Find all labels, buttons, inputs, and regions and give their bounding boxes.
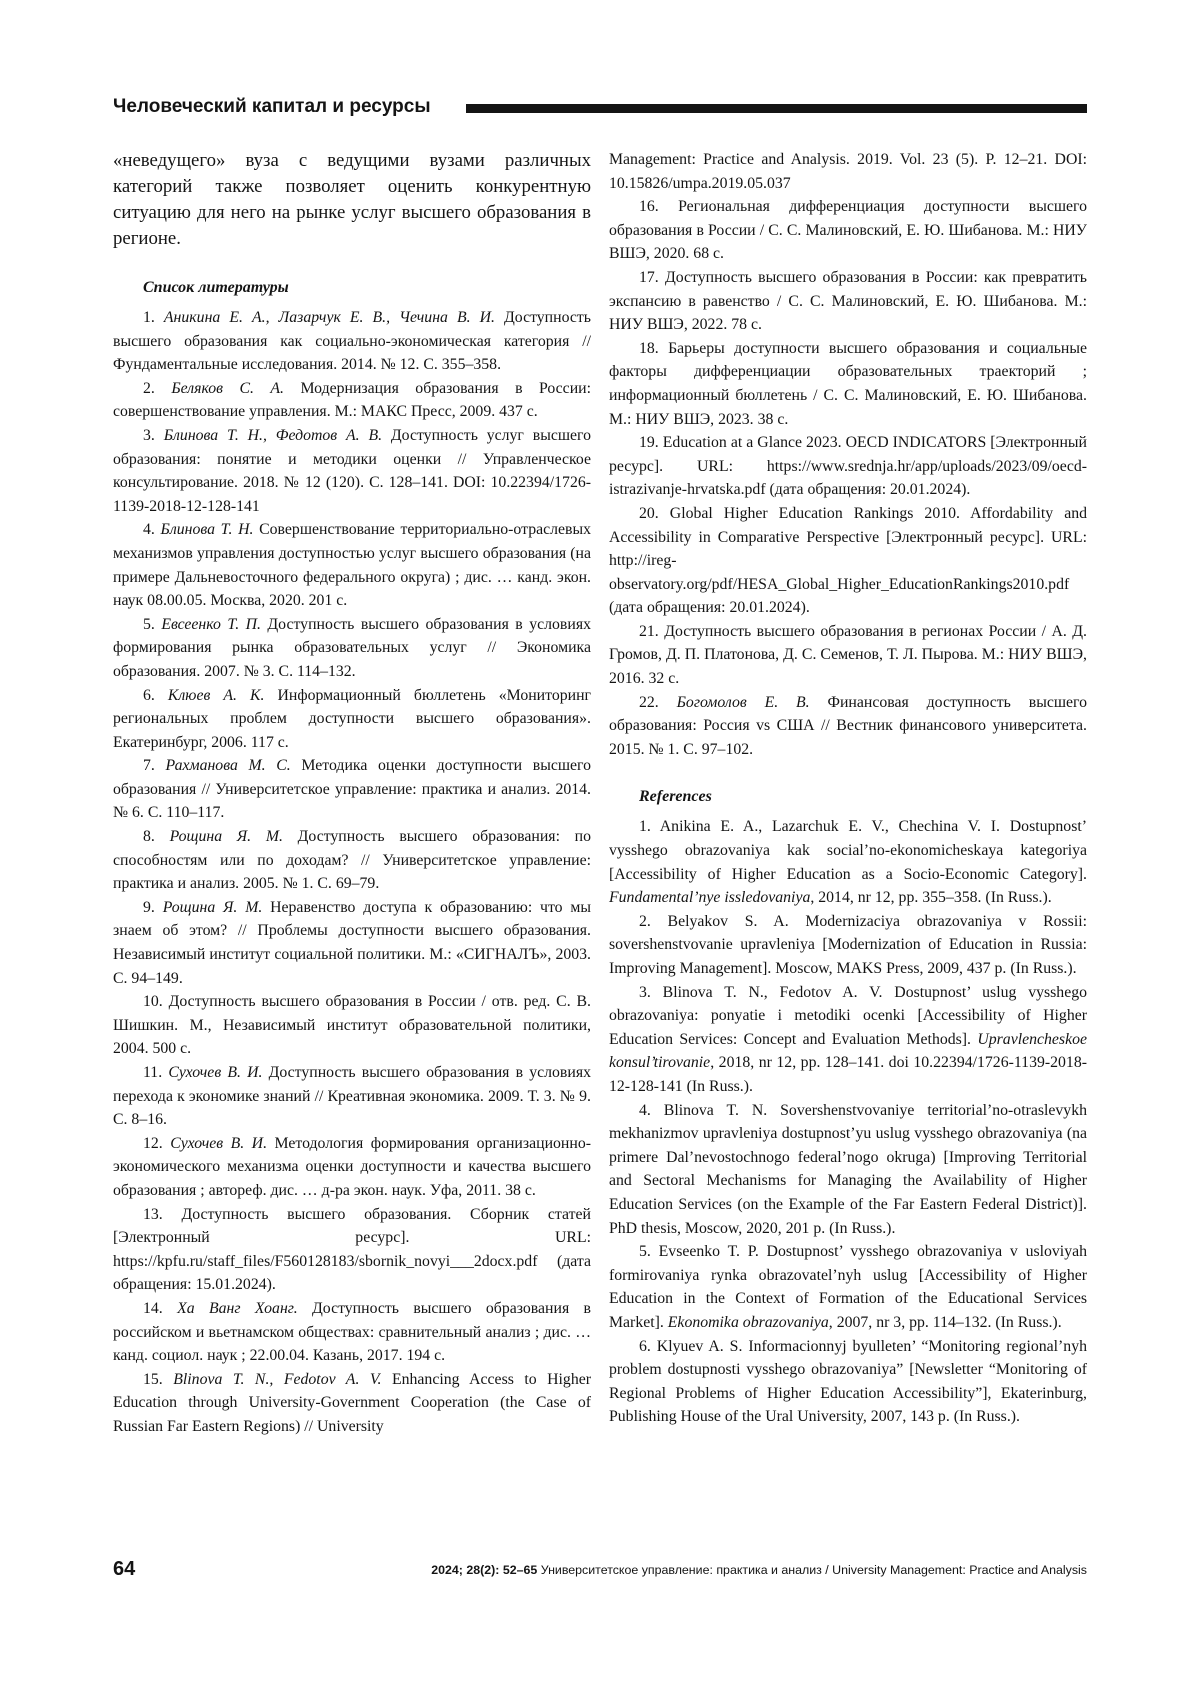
reference-text: Барьеры доступности высшего образования и социальные факторы дифференциации образовательных траекторий ; информационный бюллетень / С. С. Малиновский, Е. Ю. Шибанова. М.: НИУ ВШЭ, 2023. 38 с.: [609, 340, 1087, 428]
reference-number: 9.: [143, 899, 155, 916]
reference-text: Evseenko T. P. Dostupnost’ vysshego obrazovaniya v usloviyah formirovaniya rynka obrazovatel’nyh uslug [Accessibility of Higher Education in the Context of Formation of the Educational Services Market].: [609, 1243, 1087, 1331]
reference-number: 21.: [639, 623, 659, 640]
reference-number: 22.: [639, 694, 659, 711]
reference-author: Сухочев В. И.: [170, 1135, 267, 1152]
reference-item: [609, 620, 1087, 691]
reference-text: Klyuev A. S. Informacionnyj byulleten’ “Monitoring regional’nyh problem dostupnosti vysshego obrazovaniya” [Newsletter “Monitoring of Regional Problems of Higher Education Accessibility”], Ekaterinburg, Publishing House of the Ural University, 2007, 143 p. (In Russ.).: [609, 1338, 1087, 1426]
reference-item: [609, 266, 1087, 337]
reference-number: 6.: [143, 687, 155, 704]
en-references-title: References: [609, 785, 1087, 809]
reference-item: [609, 195, 1087, 266]
reference-item: [609, 981, 1087, 1099]
reference-number: 5.: [639, 1243, 651, 1260]
reference-text: Blinova T. N., Fedotov A. V. Dostupnost’ uslug vysshego obrazovaniya: ponyatie i metodiki ocenki [Accessibility of Higher Education Services: Concept and Evaluation Methods].: [609, 984, 1087, 1048]
reference-text: Global Higher Education Rankings 2010. Affordability and Accessibility in Comparative Perspective [Электронный ресурс]. URL: http://ireg-observatory.org/pdf/HESA_Global_Higher_EducationRankings2010.pdf (дата обращения: 20.01.2024).: [609, 505, 1087, 616]
reference-text: Доступность высшего образования. Сборник статей [Электронный ресурс]. URL: https://kpfu.ru/staff_files/F560128183/sbornik_novyi___2docx.pdf (дата обращения: 15.01.2024).: [113, 1206, 591, 1294]
section-title: Человеческий капитал и ресурсы: [113, 94, 431, 120]
reference-number: 17.: [639, 269, 659, 286]
reference-item: [113, 377, 591, 424]
reference-item: [113, 1297, 591, 1368]
reference-text: Неравенство доступа к образованию: что мы знаем об этом? // Проблемы доступности высшего образования. Независимый институт социальной политики. М.: «СИГНАЛЪ», 2003. С. 94–149.: [113, 899, 591, 987]
reference-item: [113, 613, 591, 684]
reference-number: 6.: [639, 1338, 651, 1355]
reference-text: Доступность услуг высшего образования: понятие и методики оценки // Управленческое консультирование. 2018. № 12 (120). С. 128–141. DOI: 10.22394/1726-1139-2018-12-128-141: [113, 427, 591, 515]
reference-source: Fundamental’nye issledovaniya: [609, 889, 810, 906]
reference-number: 19.: [639, 434, 659, 451]
reference-source: Ekonomika obrazovaniya: [668, 1314, 829, 1331]
reference-text: Методология формирования организационно-экономического механизма оценки доступности и качества высшего образования ; автореф. дис. … д-ра экон. наук. Уфа, 2011. 38 с.: [113, 1135, 591, 1199]
reference-author: Блинова Т. Н.: [161, 521, 254, 538]
reference-item: [113, 990, 591, 1061]
reference-number: 13.: [143, 1206, 163, 1223]
reference-text: Доступность высшего образования в российском и вьетнамском обществах: сравнительный анализ ; дис. … канд. социол. наук ; 22.00.04. Казань, 2017. 194 с.: [113, 1300, 591, 1364]
reference-text: Совершенствование территориально-отраслевых механизмов управления доступностью услуг высшего образования (на примере Дальневосточного федерального округа) ; дис. … канд. экон. наук 08.00.05. Москва, 2020. 201 с.: [113, 521, 591, 609]
right-column: [609, 148, 1087, 1429]
reference-text: Методика оценки доступности высшего образования // Университетское управление: практика и анализ. 2014. № 6. С. 110–117.: [113, 757, 591, 821]
reference-author: Аникина Е. А., Лазарчук Е. В., Чечина В. И.: [164, 309, 495, 326]
reference-tail: , 2018, nr 12, pp. 128–141. doi 10.22394/1726-1139-2018-12-128-141 (In Russ.).: [609, 1054, 1087, 1095]
reference-author: Рахманова М. С.: [166, 757, 291, 774]
reference-source: Upravlencheskoe konsul’tirovanie: [609, 1031, 1087, 1072]
reference-number: 11.: [143, 1064, 162, 1081]
reference-item: [113, 1132, 591, 1203]
reference-number: 3.: [639, 984, 651, 1001]
reference-number: 20.: [639, 505, 659, 522]
reference-number: 4.: [639, 1102, 651, 1119]
reference-number: 16.: [639, 198, 659, 215]
reference-author: Рощина Я. М.: [163, 899, 263, 916]
reference-item: [113, 825, 591, 896]
reference-item: [609, 1240, 1087, 1334]
reference-author: Blinova T. N., Fedotov A. V.: [173, 1371, 381, 1388]
reference-number: 1.: [639, 818, 651, 835]
reference-item: [113, 684, 591, 755]
reference-text: Финансовая доступность высшего образования: Россия vs США // Вестник финансового университета. 2015. № 1. С. 97–102.: [609, 694, 1087, 758]
reference-item: [113, 1061, 591, 1132]
reference-item: [609, 337, 1087, 431]
reference-author: Беляков С. А.: [171, 380, 284, 397]
reference-item: [609, 431, 1087, 502]
ru-references-title: Список литературы: [113, 276, 591, 300]
reference-author: Ха Ванг Хоанг.: [177, 1300, 298, 1317]
reference-number: 10.: [143, 993, 163, 1010]
page-number: 64: [113, 1557, 135, 1581]
reference-item: [113, 1368, 591, 1439]
reference-author: Блинова Т. Н., Федотов А. В.: [164, 427, 382, 444]
running-header: [113, 94, 1087, 122]
reference-author: Богомолов Е. В.: [677, 694, 810, 711]
reference-number: 4.: [143, 521, 155, 538]
en-reference-list: [609, 815, 1087, 1428]
reference-author: Евсеенко Т. П.: [161, 616, 261, 633]
reference-item: [113, 518, 591, 612]
journal-name: Университетское управление: практика и анализ / University Management: Practice and Analysis: [537, 1563, 1087, 1577]
page-footer: [113, 1557, 1087, 1583]
reference-text: Blinova T. N. Sovershenstvovaniye territorial’no-otraslevykh mekhanizmov upravleniya dostupnost’yu uslug vysshego obrazovaniya (na primere Dal’nevostochnogo federal’nogo okruga) [Improving Territorial and Sectoral Mechanisms for Managing the Availability of Higher Education Services (on the Example of the Far Eastern Federal District)]. PhD thesis, Moscow, 2020, 201 p. (In Russ.).: [609, 1102, 1087, 1237]
reference-text: Доступность высшего образования в условиях перехода к экономике знаний // Креативная экономика. 2009. Т. 3. № 9. С. 8–16.: [113, 1064, 591, 1128]
reference-text: Региональная дифференциация доступности высшего образования в России / С. С. Малиновский, Е. Ю. Шибанова. М.: НИУ ВШЭ, 2020. 68 с.: [609, 198, 1087, 262]
ru-reference-list: [113, 306, 591, 1439]
reference-text: Belyakov S. A. Modernizaciya obrazovaniya v Rossii: sovershenstvovanie upravleniya [Modernization of Education in Russia: Improving Management]. Moscow, MAKS Press, 2009, 437 p. (In Russ.).: [609, 913, 1087, 977]
reference-item: [609, 502, 1087, 620]
reference-text: Enhancing Access to Higher Education through University-Government Cooperation (the Case of Russian Far Eastern Regions) // University: [113, 1371, 591, 1435]
reference-number: 2.: [143, 380, 155, 397]
reference-text: Anikina E. A., Lazarchuk E. V., Chechina V. I. Dostupnost’ vysshego obrazovaniya kak social’no-ekonomicheskaya kategoriya [Accessibility of Higher Education as a Socio-Economic Category].: [609, 818, 1087, 882]
reference-item: [113, 896, 591, 990]
reference-number: 8.: [143, 828, 155, 845]
reference-author: Клюев А. К.: [168, 687, 265, 704]
reference-continuation: Management: Practice and Analysis. 2019. Vol. 23 (5). P. 12–21. DOI: 10.15826/umpa.2019.05.037: [609, 148, 1087, 195]
reference-item: [113, 754, 591, 825]
reference-item: [113, 306, 591, 377]
reference-item: [113, 1203, 591, 1297]
reference-text: Информационный бюллетень «Мониторинг региональных проблем доступности высшего образования». Екатеринбург, 2006. 117 с.: [113, 687, 591, 751]
reference-tail: , 2014, nr 12, pp. 355–358. (In Russ.).: [810, 889, 1051, 906]
header-rule: [466, 104, 1087, 113]
reference-text: Модернизация образования в России: совершенствование управления. М.: МАКС Пресс, 2009. 437 с.: [113, 380, 591, 421]
reference-text: Доступность высшего образования в России / отв. ред. С. В. Шишкин. М., Независимый институт образовательной политики, 2004. 500 с.: [113, 993, 591, 1057]
reference-number: 3.: [143, 427, 155, 444]
ru-reference-list-continued: [609, 195, 1087, 761]
left-column: [113, 148, 591, 1439]
reference-number: 7.: [143, 757, 155, 774]
reference-number: 2.: [639, 913, 651, 930]
reference-item: [113, 424, 591, 518]
reference-item: [609, 910, 1087, 981]
reference-text: Education at a Glance 2023. OECD INDICATORS [Электронный ресурс]. URL: https://www.srednja.hr/app/uploads/2023/09/oecd-istrazivanje-hrvatska.pdf (дата обращения: 20.01.2024).: [609, 434, 1087, 498]
reference-item: [609, 691, 1087, 762]
journal-citation: [431, 1561, 1087, 1579]
reference-number: 15.: [143, 1371, 163, 1388]
reference-item: [609, 815, 1087, 909]
reference-item: [609, 1099, 1087, 1241]
reference-number: 14.: [143, 1300, 163, 1317]
reference-author: Рощина Я. М.: [170, 828, 283, 845]
reference-text: Доступность высшего образования в России: как превратить экспансию в равенство / С. С. Малиновский, Е. Ю. Шибанова. М.: НИУ ВШЭ, 2022. 78 с.: [609, 269, 1087, 333]
issue-info: 2024; 28(2): 52–65: [431, 1563, 537, 1577]
reference-number: 5.: [143, 616, 155, 633]
reference-text: Доступность высшего образования: по способностям или по доходам? // Университетское управление: практика и анализ. 2005. № 1. С. 69–79.: [113, 828, 591, 892]
reference-number: 18.: [639, 340, 659, 357]
intro-paragraph: «неведущего» вуза с ведущими вузами различных категорий также позволяет оценить конкурентную ситуацию для него на рынке услуг высшего образования в регионе.: [113, 148, 591, 252]
reference-number: 12.: [143, 1135, 163, 1152]
reference-number: 1.: [143, 309, 155, 326]
reference-text: Доступность высшего образования в регионах России / А. Д. Громов, Д. П. Платонова, Д. С. Семенов, Т. Л. Пырова. М.: НИУ ВШЭ, 2016. 32 с.: [609, 623, 1087, 687]
reference-text: Доступность высшего образования в условиях формирования рынка образовательных услуг // Экономика образования. 2007. № 3. С. 114–132.: [113, 616, 591, 680]
reference-author: Сухочев В. И.: [168, 1064, 262, 1081]
reference-item: [609, 1335, 1087, 1429]
reference-text: Доступность высшего образования как социально-экономическая категория // Фундаментальные исследования. 2014. № 12. С. 355–358.: [113, 309, 591, 373]
reference-tail: , 2007, nr 3, pp. 114–132. (In Russ.).: [829, 1314, 1062, 1331]
